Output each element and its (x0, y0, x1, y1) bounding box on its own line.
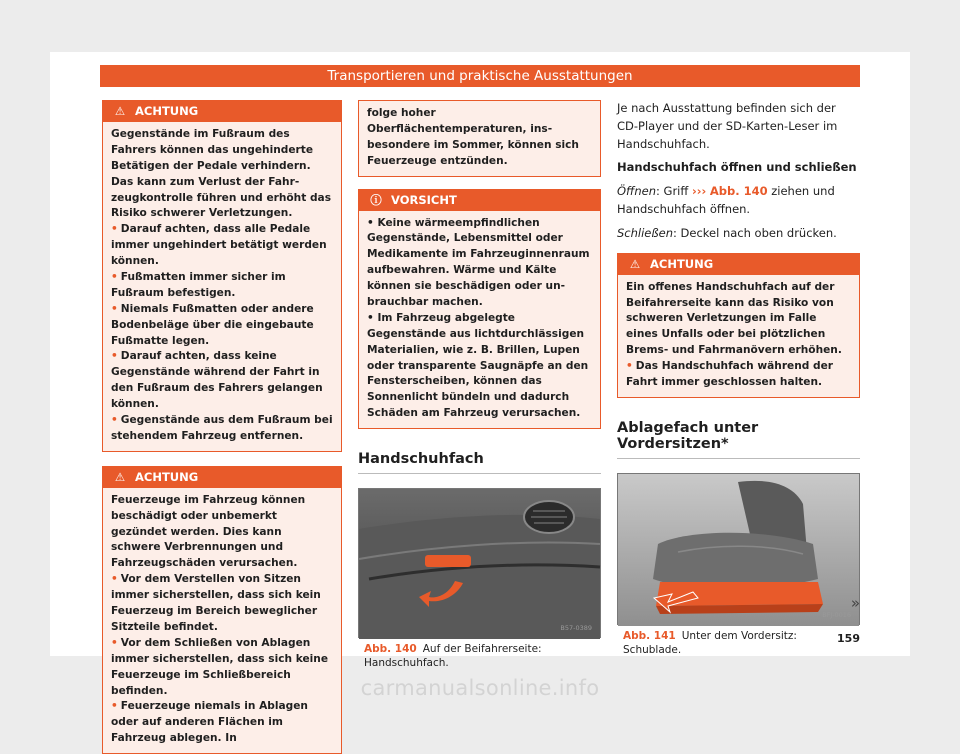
bullet-icon: • (367, 311, 378, 324)
bullet-icon: • (111, 636, 118, 649)
section-title-glovebox: Handschuhfach (358, 451, 601, 474)
caution-box-header (359, 190, 600, 211)
info-circle-icon: ⓘ (370, 192, 382, 207)
figure-caption (617, 625, 860, 661)
bullet-icon: • (111, 271, 118, 284)
glovebox-illustration (359, 489, 600, 639)
figure-caption (358, 638, 601, 674)
caution-item: • Keine wärmeempfindlichen Gegenstände, Lebensmittel oder Medikamente im Fahrzeuginnenraum aufbewahren. Wärme und Kälte können sie beschädigen oder unbrauchbar machen. (367, 216, 590, 309)
warning-box-header (103, 101, 341, 122)
bullet-icon: • (111, 700, 118, 713)
warning-box-pedals (102, 100, 342, 452)
bullet-icon: • (111, 350, 118, 363)
figure-underseat-drawer (617, 473, 860, 625)
warning-box-body (103, 488, 341, 753)
warning-box-body (103, 122, 341, 451)
warning-triangle-icon: ⚠ (114, 469, 126, 484)
warning-box-continued (358, 100, 601, 177)
page-number: 159 (837, 632, 860, 645)
warning-box-header (103, 467, 341, 488)
warning-intro: Ein offenes Handschuhfach auf der Beifahrerseite kann das Risiko von schweren Verletzungen im Falle eines Unfalls oder bei plötzlichen Brems- und Fahrmanövern erhöhen. (626, 280, 842, 357)
bullet-icon: • (111, 573, 118, 586)
warning-box-title: ACHTUNG (650, 256, 714, 271)
column-left (102, 100, 342, 754)
watermark: carmanualsonline.info (360, 676, 600, 700)
caution-box-body (359, 211, 600, 429)
seat-drawer-illustration (618, 474, 859, 626)
figure-code: BFJ-0016 (822, 610, 851, 619)
figure-caption-text: Unter dem Vordersitz: Schublade. (623, 629, 797, 657)
figure-label: Abb. 141 (623, 629, 676, 642)
warning-box-body (618, 275, 859, 397)
page-header: Transportieren und praktische Ausstattungen (100, 65, 860, 87)
warning-item: • Das Handschuhfach während der Fahrt immer geschlossen halten. (626, 360, 834, 389)
figure-label: Abb. 140 (364, 643, 417, 656)
warning-triangle-icon: ⚠ (629, 256, 641, 271)
bullet-icon: • (367, 216, 378, 229)
warning-box-title: ACHTUNG (135, 469, 199, 484)
warning-item: • Niemals Fußmatten oder andere Bodenbeläge über die eingebaute Fußmatte legen. (111, 302, 314, 347)
paragraph: Je nach Ausstattung befinden sich der CD-Player und der SD-Karten-Leser im Handschuhfach. (617, 101, 838, 151)
figure-glovebox (358, 488, 601, 638)
warning-item: • Fußmatten immer sicher im Fußraum befestigen. (111, 271, 286, 299)
warning-box-lighters (102, 466, 342, 754)
caution-box (358, 189, 601, 430)
warning-item: • Feuerzeuge niemals in Ablagen oder auf anderen Flächen im Fahrzeug ablegen. In (111, 700, 308, 745)
warning-item: • Gegenstände aus dem Fußraum bei stehendem Fahrzeug entfernen. (111, 414, 333, 442)
bullet-icon: • (626, 360, 633, 373)
warning-item: • Darauf achten, dass keine Gegenstände während der Fahrt in den Fußraum des Fahrers gelangen können. (111, 350, 323, 411)
warning-box-header (618, 254, 859, 275)
warning-continuation: folge hoher Oberflächentemperaturen, insbesondere im Sommer, können sich Feuerzeuge entzünden. (367, 107, 579, 167)
caution-box-title: VORSICHT (391, 192, 457, 207)
column-right (617, 100, 860, 661)
cross-reference-arrows: ››› (691, 184, 707, 199)
warning-intro: Gegenstände im Fußraum des Fahrers können das ungehinderte Betätigen der Pedale verhindern. Das kann zum Verlust der Fahrzeugkontrolle führen und erhöht das Risiko schwerer Verletzungen. (111, 128, 332, 220)
close-instruction: Schließen: Deckel nach oben drücken. (617, 225, 837, 240)
figure-reference-link[interactable]: Abb. 140 (709, 184, 768, 199)
figure-code: B57-0389 (560, 624, 592, 633)
subheading: Handschuhfach öffnen und schließen (617, 160, 857, 175)
warning-box-title: ACHTUNG (135, 104, 199, 118)
warning-item: • Vor dem Schließen von Ablagen immer sicherstellen, dass sich keine Feuerzeuge im Schließbereich befinden. (111, 636, 329, 697)
caution-item: • Im Fahrzeug abgelegte Gegenstände aus lichtdurchlässigen Materialien, wie z. B. Brillen, Lupen oder transparente Saugnäpfe an den Fensterscheiben, können das Sonnenlicht bündeln und dadurch Schäden am Fahrzeug verursachen. (367, 311, 589, 420)
warning-item: • Vor dem Verstellen von Sitzen immer sicherstellen, dass sich kein Feuerzeug im Bereich beweglicher Sitzteile befindet. (111, 573, 321, 633)
figure-caption-text: Auf der Beifahrerseite: Handschuhfach. (364, 643, 542, 670)
warning-triangle-icon: ⚠ (114, 104, 126, 118)
continued-mark: » (850, 594, 860, 612)
warning-intro: Feuerzeuge im Fahrzeug können beschädigt oder unbemerkt gezündet werden. Dies kann schwere Verbrennungen und Fahrzeugschäden verursachen. (111, 493, 306, 570)
bullet-icon: • (111, 414, 118, 427)
bullet-icon: • (111, 302, 118, 315)
column-middle (358, 100, 601, 674)
bullet-icon: • (111, 223, 118, 236)
open-instruction: Öffnen: Griff ››› Abb. 140 ziehen und Handschuhfach öffnen. (617, 184, 835, 217)
glovebox-text (617, 100, 860, 243)
warning-item: • Darauf achten, dass alle Pedale immer ungehindert betätigt werden können. (111, 223, 327, 268)
warning-box-glovebox (617, 253, 860, 398)
section-title-underseat: Ablagefach unter Vordersitzen* (617, 420, 860, 459)
